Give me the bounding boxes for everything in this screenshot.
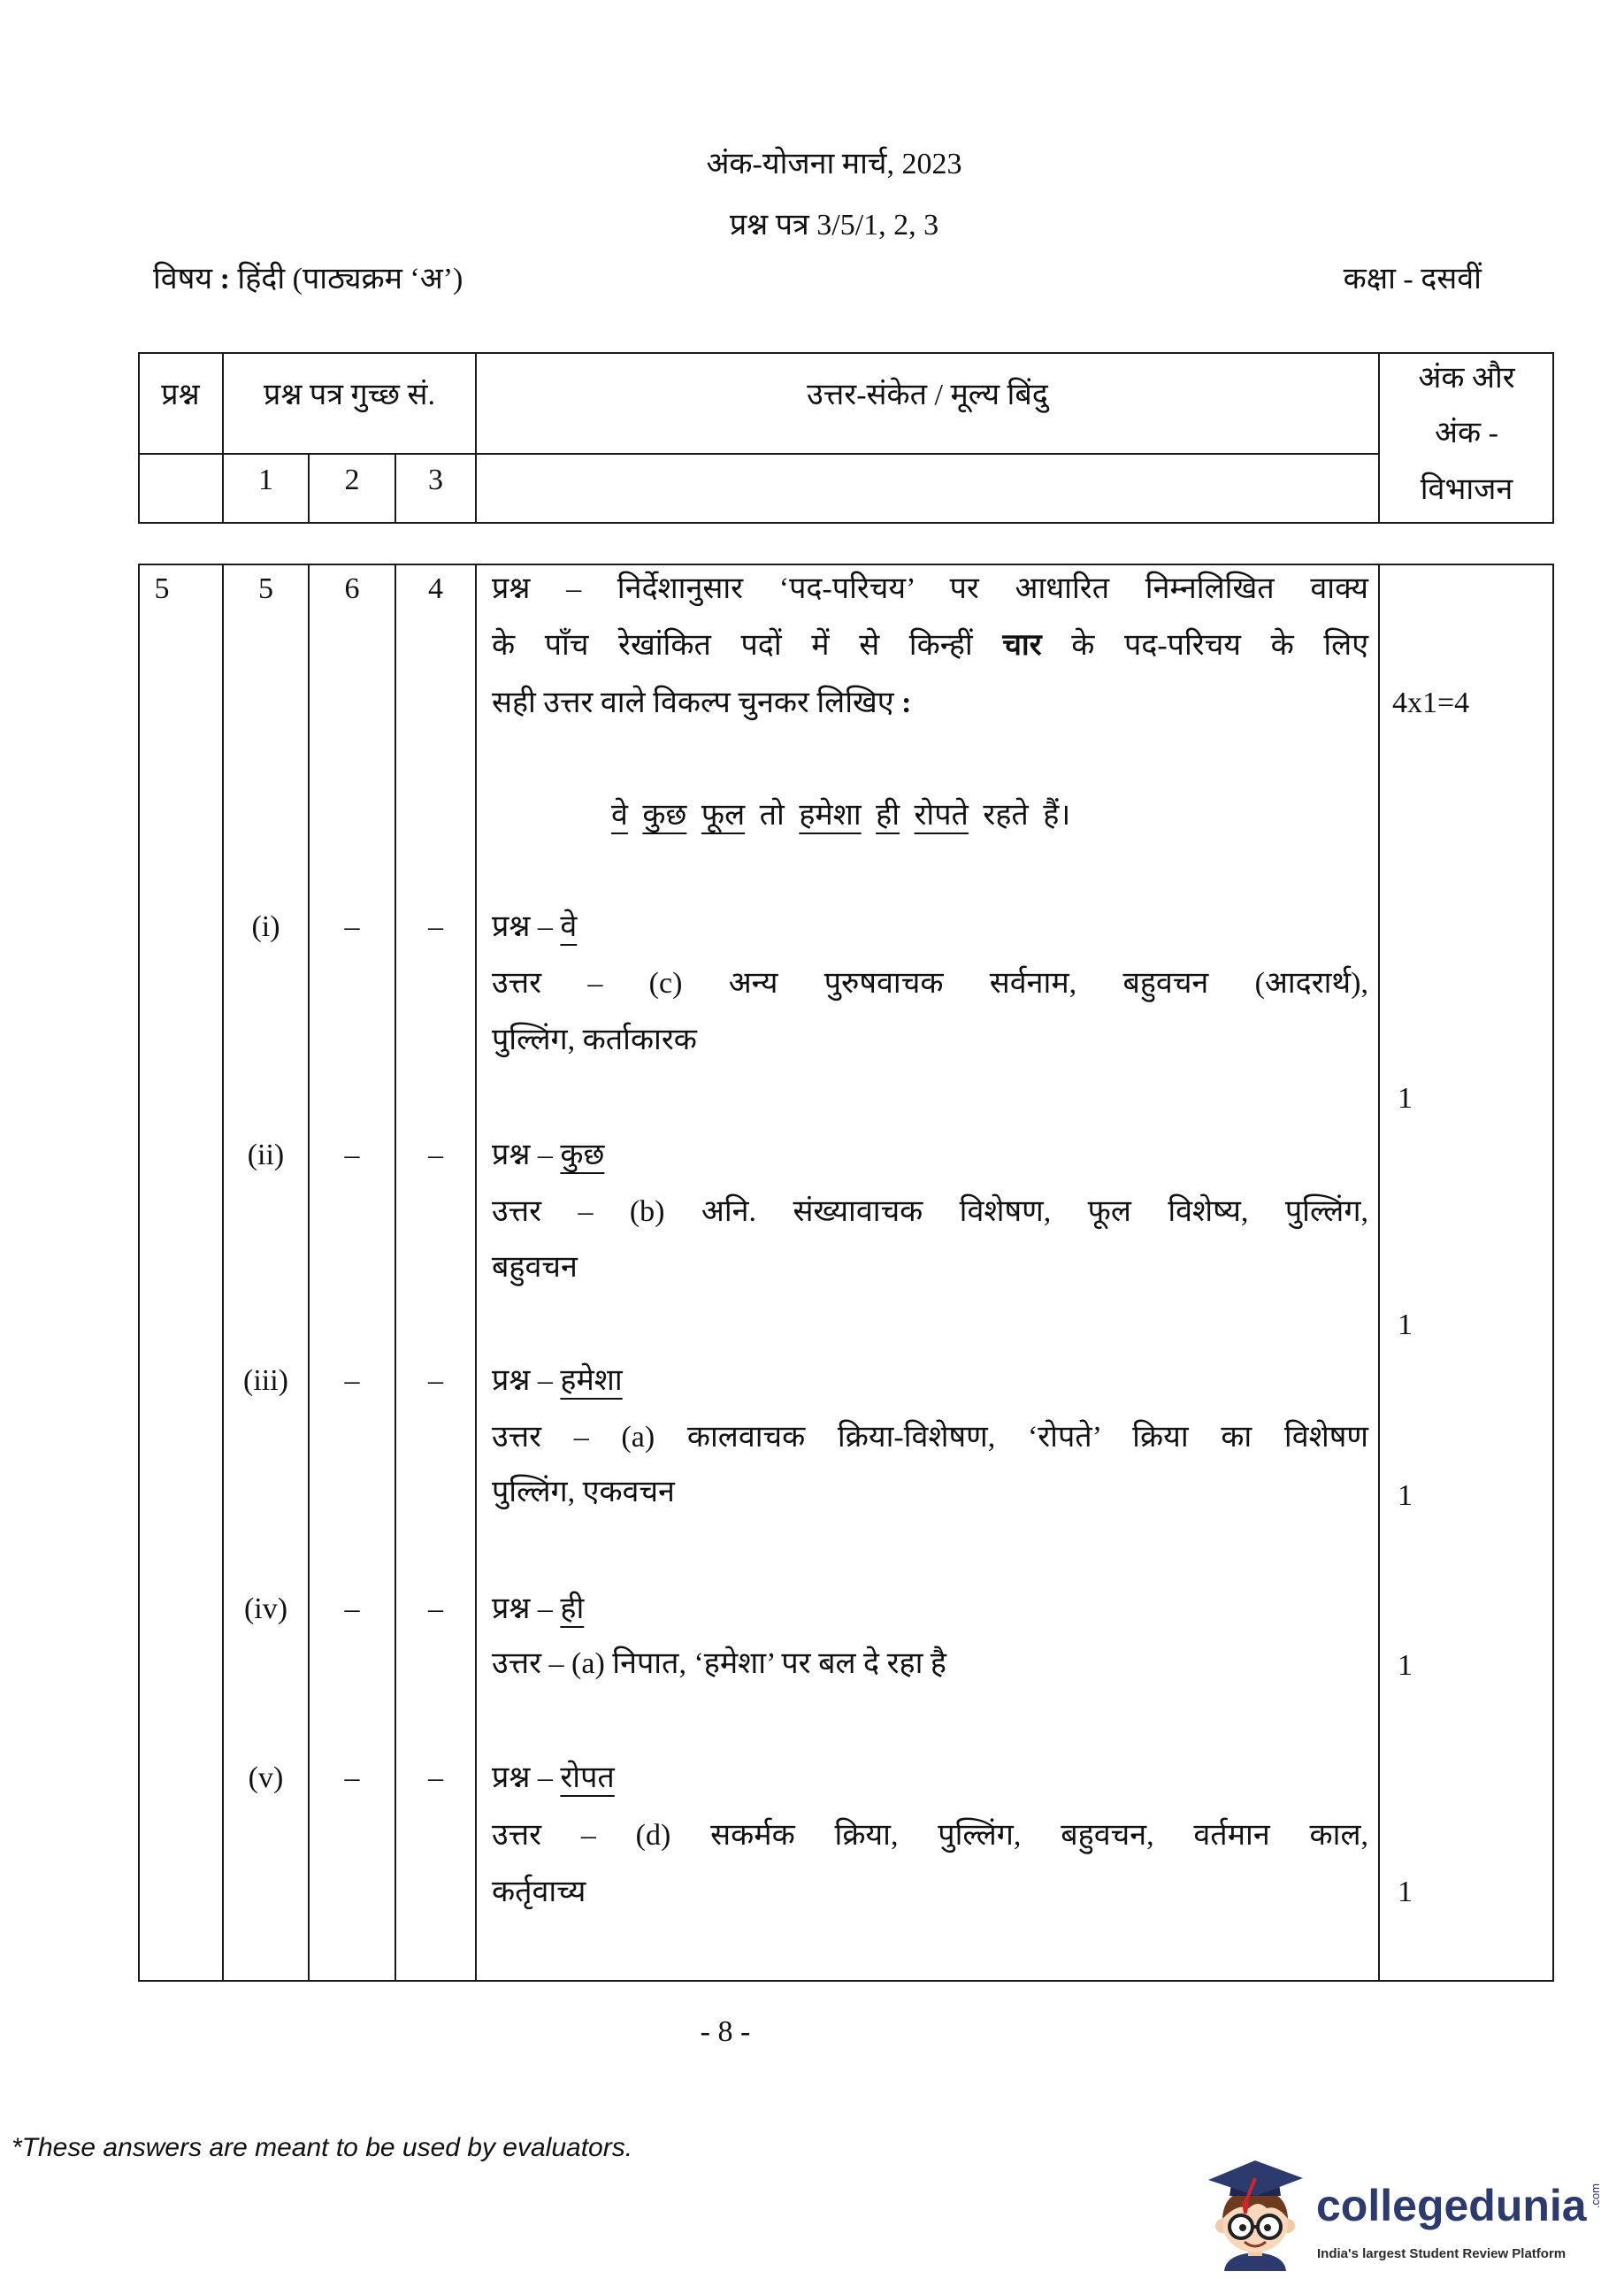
part-prompt <box>492 1581 584 1638</box>
sentence-word: हैं। <box>1043 799 1071 832</box>
answer-line: कर्तृवाच्य <box>492 1876 586 1908</box>
part-set-2-dash: – <box>344 1592 360 1625</box>
evaluator-disclaimer: *These answers are meant to be used by evaluators. <box>11 2133 633 2162</box>
sentence-word: वे <box>611 799 628 832</box>
part-marks: 1 <box>1398 1876 1413 1908</box>
set-column-number: 3 <box>428 464 443 496</box>
prompt-colon: : <box>901 687 912 719</box>
subject-line <box>153 251 463 308</box>
part-set-3-dash: – <box>428 910 443 943</box>
prompt-segment: के पद-परिचय के लिए <box>1041 629 1368 662</box>
part-prompt <box>492 1353 623 1409</box>
prompt-line <box>492 618 1368 674</box>
part-label: (iii) <box>243 1364 288 1397</box>
answer-line: उत्तर – (b) अनि. संख्यावाचक विशेषण, फूल विशेष्य, पुल्लिंग, <box>492 1195 1368 1228</box>
prompt-line <box>492 675 911 732</box>
sentence-word: रहते <box>983 799 1029 832</box>
part-set-2-dash: – <box>344 1364 360 1397</box>
sentence-word: फूल <box>701 799 746 832</box>
set-column-number: 2 <box>344 464 360 496</box>
part-term: वे <box>560 910 578 943</box>
example-sentence <box>611 787 1070 844</box>
part-prompt <box>492 1127 604 1184</box>
part-term: हमेशा <box>560 1364 623 1397</box>
part-prompt-label: प्रश्न – <box>492 1761 553 1794</box>
answer-line: पुल्लिंग, एकवचन <box>492 1476 675 1508</box>
part-set-3-dash: – <box>428 1592 443 1625</box>
part-label: (v) <box>248 1761 284 1794</box>
part-marks: 1 <box>1398 1308 1413 1341</box>
question-number: 5 <box>154 572 170 605</box>
set-1-question-number: 5 <box>258 572 273 605</box>
answer-line: उत्तर – (a) कालवाचक क्रिया-विशेषण, ‘रोपते’ क्रिया का विशेषण <box>492 1421 1368 1454</box>
part-prompt-label: प्रश्न – <box>492 1364 553 1397</box>
sentence-word: तो <box>759 799 785 832</box>
logo-tagline: India's largest Student Review Platform <box>1317 2246 1567 2261</box>
sentence-word: कुछ <box>642 799 687 832</box>
answer-line: बहुवचन <box>492 1251 578 1284</box>
subject-value: हिंदी (पाठ्यक्रम ‘अ’) <box>237 263 463 295</box>
logo-wordmark: collegedunia <box>1316 2181 1587 2230</box>
col-header-marks-line: अंक - <box>1435 417 1498 449</box>
part-marks: 1 <box>1398 1649 1413 1682</box>
col-header-paper-set: प्रश्न पत्र गुच्छ सं. <box>264 379 435 411</box>
answer-line: उत्तर – (a) निपात, ‘हमेशा’ पर बल दे रहा है <box>492 1647 946 1680</box>
part-set-3-dash: – <box>428 1761 443 1794</box>
page-title: अंक-योजना मार्च, 2023 <box>706 148 962 180</box>
sentence-word: रोपते <box>914 799 969 832</box>
part-term: ही <box>560 1592 585 1625</box>
part-prompt-label: प्रश्न – <box>492 1139 553 1171</box>
col-header-marks-line: अंक और <box>1418 362 1515 395</box>
part-set-2-dash: – <box>344 910 360 943</box>
prompt-segment: प्रश्न – निर्देशानुसार ‘पद-परिचय’ पर आधारित निम्नलिखित वाक्य <box>492 572 1368 605</box>
set-3-question-number: 4 <box>428 572 443 605</box>
part-term: रोपत <box>560 1761 615 1794</box>
answer-line: उत्तर – (d) सकर्मक क्रिया, पुल्लिंग, बहुवचन, वर्तमान काल, <box>492 1819 1368 1852</box>
set-column-number: 1 <box>258 464 273 496</box>
col-header-question: प्रश्न <box>161 379 200 411</box>
part-prompt-label: प्रश्न – <box>492 910 553 943</box>
col-header-marks-line: विभाजन <box>1420 473 1513 506</box>
part-term: कुछ <box>560 1139 605 1171</box>
paper-code: प्रश्न पत्र 3/5/1, 2, 3 <box>729 209 939 242</box>
part-label: (i) <box>251 910 280 943</box>
part-prompt-label: प्रश्न – <box>492 1592 553 1625</box>
part-marks: 1 <box>1398 1082 1413 1115</box>
part-label: (iv) <box>243 1592 288 1625</box>
part-marks: 1 <box>1398 1479 1413 1512</box>
marks-allocation: 4x1=4 <box>1392 687 1470 719</box>
answer-line: उत्तर – (c) अन्य पुरुषवाचक सर्वनाम, बहुवचन (आदरार्थ), <box>492 967 1368 1000</box>
sentence-word: ही <box>876 799 900 832</box>
class-label: कक्षा - दसवीं <box>1343 263 1482 295</box>
part-set-3-dash: – <box>428 1139 443 1171</box>
col-header-answer-hint: उत्तर-संकेत / मूल्य बिंदु <box>807 379 1048 411</box>
subject-label: विषय <box>153 263 213 295</box>
prompt-segment: के पाँच रेखांकित पदों में से किन्हीं <box>492 629 1003 662</box>
set-2-question-number: 6 <box>344 572 360 605</box>
prompt-segment: सही उत्तर वाले विकल्प चुनकर लिखिए <box>492 687 902 719</box>
prompt-emphasis: चार <box>1002 629 1042 662</box>
part-set-3-dash: – <box>428 1364 443 1397</box>
part-set-2-dash: – <box>344 1139 360 1171</box>
answer-line: पुल्लिंग, कर्ताकारक <box>492 1024 697 1056</box>
page-number: - 8 - <box>700 2015 751 2048</box>
prompt-line <box>492 561 1368 618</box>
logo-domain: .com <box>1589 2183 1602 2209</box>
sentence-word: हमेशा <box>799 799 862 832</box>
part-prompt <box>492 1750 615 1807</box>
part-label: (ii) <box>247 1139 285 1171</box>
table-divider <box>1378 564 1380 1982</box>
part-set-2-dash: – <box>344 1761 360 1794</box>
subject-separator: : <box>219 263 230 295</box>
logo-mascot-icon <box>1205 2155 1306 2271</box>
part-prompt <box>492 899 577 955</box>
